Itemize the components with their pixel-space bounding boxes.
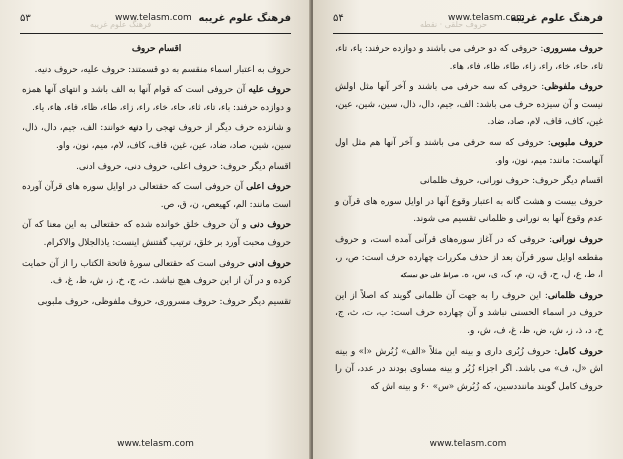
term: حروف ظلمانی	[547, 290, 604, 301]
right-page	[313, 0, 623, 459]
lead-text: و شانزده حرف دیگر از حروف تهجی را	[142, 123, 292, 134]
term-definition: : حروفی که سه حرفی می باشند و آخر آنها هم مثل اول آنهاست: مانند: میم، نون، واو.	[335, 137, 603, 166]
term: حروف اعلی	[246, 182, 291, 193]
term-definition: حروفی است که حقتعالی سورهٔ فاتحة الکتاب را از آن حمایت کرده و در آن از این حروف هیچ نباشد. ث، ج، خ، ز، ش، ظ، غ، ف.	[22, 258, 291, 287]
term: حروف کامل	[557, 346, 603, 357]
left-page-number: ۵۳	[20, 13, 31, 24]
paragraph	[335, 135, 603, 170]
term-definition: : حروفی که سه حرفی می باشند و آخر آنها مثل اولش نیست و آن سیزده حرف می باشد: الف، جیم، دال، ذال، سین، شین، عین، غین، کاف، قاف، لام، صاد، ضاد.	[335, 82, 603, 128]
paragraph	[335, 288, 603, 341]
paragraph: تقسیم دیگر حروف: حروف مسروری، حروف ملفوظی، حروف ملبوبی	[37, 296, 291, 307]
right-header-title: فرهنگ علوم غریبه	[510, 13, 603, 24]
paragraph	[22, 217, 291, 252]
term-definition: آن حروفی است که قوام آنها به الف باشد و انتهای آنها همزه و دوازده حرفند: باء، تاء، ثاء، حاء، خاء، راء، زاء، طاء، ظاء، فاء، هاء، یاء.	[22, 85, 291, 113]
paragraph	[22, 120, 291, 155]
term: حروف علیه	[248, 85, 291, 96]
paragraph: اقسام دیگر حروف: حروف نورانی، حروف ظلمانی	[419, 176, 603, 187]
term-definition: : حروفی که دو حرفی می باشند و دوازده حرفند: یاء، تاء، ثاء، حاء، خاء، راء، زاء، طاء، ظاء، فاء، هاء.	[335, 44, 603, 72]
section-heading: اقسام حروف	[131, 44, 182, 54]
left-header-site: www.telasm.com	[115, 13, 192, 23]
term: دنیه	[128, 123, 143, 134]
right-page-body	[335, 41, 603, 429]
term-definition: خوانند: الف، جیم، دال، ذال، سین، شین، صاد، ضاد، عین، غین، قاف، کاف، لام، میم، نون، واو.	[22, 123, 291, 151]
paragraph	[335, 344, 603, 397]
left-header-rule	[20, 33, 291, 34]
paragraph	[335, 79, 603, 132]
right-page-number: ۵۴	[333, 13, 344, 24]
left-header-title: فرهنگ علوم غریبه	[198, 13, 291, 24]
term: حروف دنی	[249, 220, 291, 231]
term: حروف مسروری	[543, 44, 603, 54]
right-bleedthrough-text: حروف حلقی · نقطه	[420, 20, 488, 29]
left-footer-site: www.telasm.com	[117, 439, 194, 449]
term-definition: : این حروف را به جهت آن ظلمانی گویند که اصلاً از این حروف در اسماء الحسنی نباشد و آن چهارده حرف است: ب، ت، ث، ج، خ، د، ذ، ز، ش، ض، ظ، غ، ف، ش، و.	[335, 290, 603, 336]
term-definition: و آن حروف خلق خوانده شده که حقتعالی به این معنا که آن حروف محبت آورد بر خلق، ترتیب گفتنش اینست: یاذالجلال والاکرام.	[22, 220, 291, 248]
paragraph: اقسام دیگر حروف: حروف اعلی، حروف دنی، حروف ادنی.	[76, 161, 291, 172]
paragraph	[335, 232, 603, 285]
paragraph: حروف به اعتبار اسماء منقسم به دو قسمتند: حروف علیه، حروف دنیه.	[34, 64, 291, 75]
paragraph	[22, 256, 291, 291]
left-page-body	[22, 41, 291, 429]
term: حروف ملفوظی	[544, 82, 603, 93]
right-header-site: www.telasm.com	[448, 13, 525, 23]
right-header-rule	[333, 33, 603, 34]
term: حروف ادنی	[247, 258, 291, 269]
left-bleedthrough-text: فرهنگ علوم غریبه	[90, 20, 152, 29]
paragraph	[22, 179, 291, 214]
term-definition: : حروف زُبُری داری و بینه این مثلاً «الف» زُبُرش «ا» و بینه اش «ل، ف» می باشد. اگر اجزاء زُبُر و بینه مساوی بودند در عدد، آن را حروف کامل گویند ماننددسین، که زُبُرش «س» ۶۰ و بینه اش که	[335, 346, 603, 392]
paragraph	[22, 82, 291, 117]
margin-note: صراط علی حق نمسکه	[400, 272, 459, 280]
right-footer-site: www.telasm.com	[429, 439, 507, 449]
paragraph	[335, 41, 603, 76]
term: حروف ملبوبی	[550, 137, 603, 148]
left-page	[0, 0, 311, 459]
term-definition: : حروفی که در آغاز سوره‌های قرآنی آمده است، و حروف مقطعه اوایل سور قرآن بعد از حذف مکررات چهارده حرف است: ص، ر، ا، ط، ع، ل، ح، ق، ن، م، ک، ی، س، ه.	[335, 234, 603, 281]
term-definition: آن حروفی است که حقتعالی در اوایل سوره های قرآن آورده است مانند: الم، کهیعص، ن، ق، ص.	[22, 182, 291, 210]
left-page-header	[20, 11, 291, 27]
term: حروف نورانی	[552, 234, 604, 245]
paragraph: حروف بیست و هشت گانه به اعتبار وقوع آنها در اوایل سوره های قرآن و عدم وقوع آنها به نورانی و ظلمانی تقسیم می شوند.	[335, 196, 603, 225]
